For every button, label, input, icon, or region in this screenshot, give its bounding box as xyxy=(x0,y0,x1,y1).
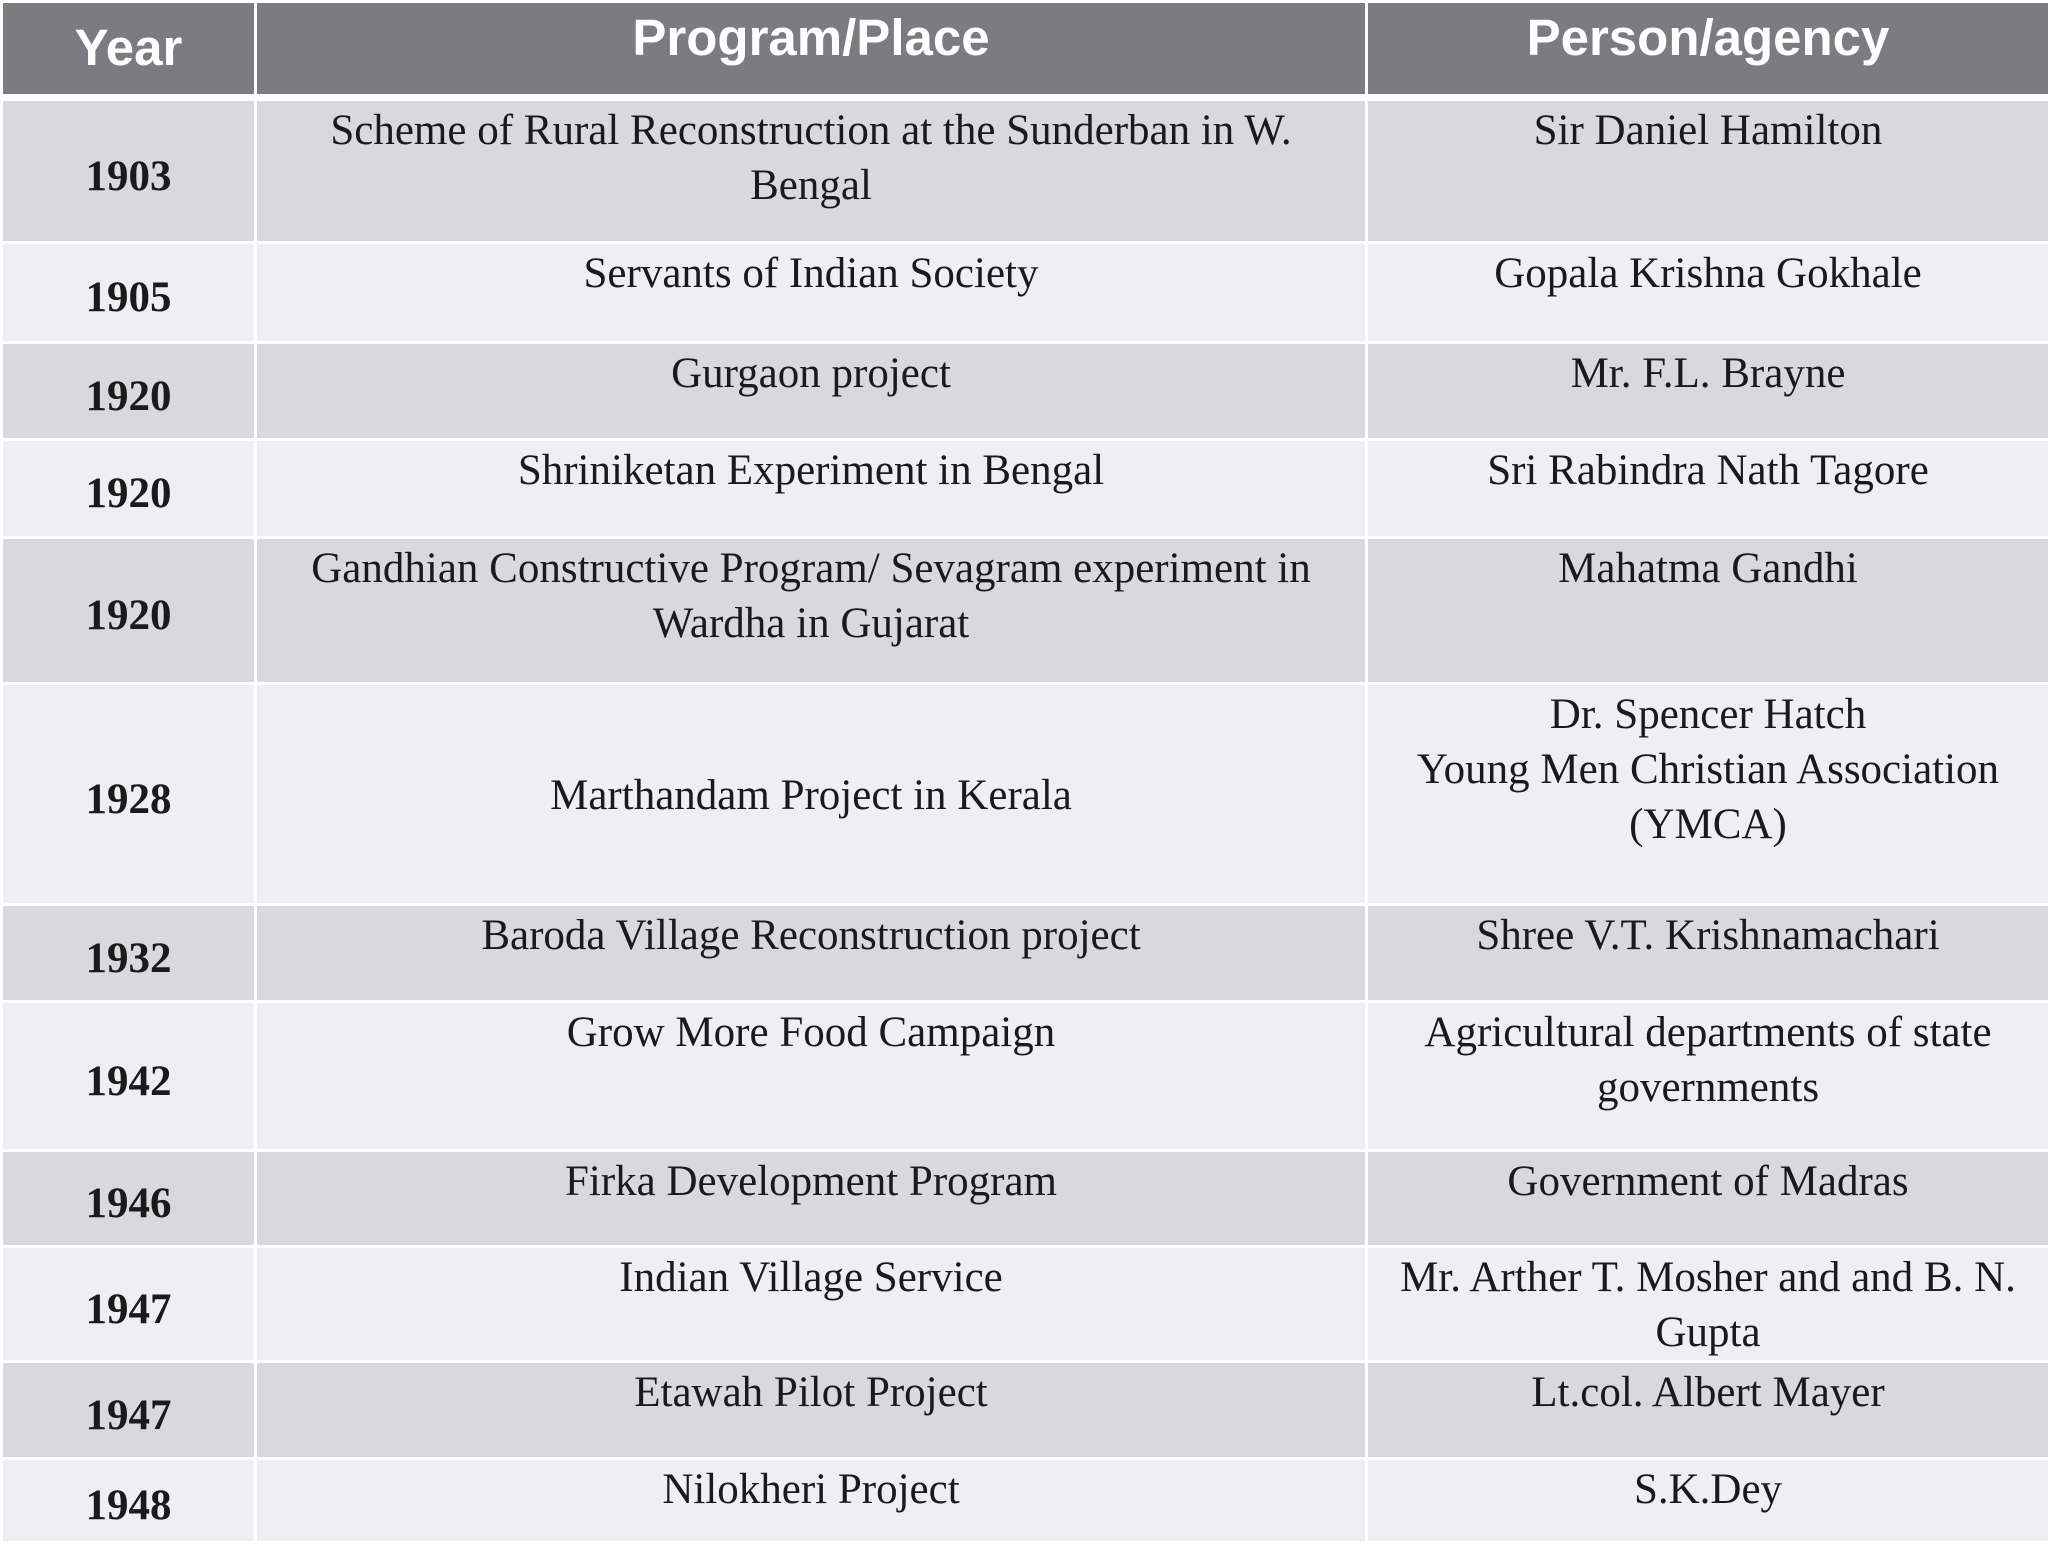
person-line: Lt.col. Albert Mayer xyxy=(1378,1365,2038,1420)
year-cell: 1942 xyxy=(2,1002,256,1151)
table-row xyxy=(2,1362,2048,1459)
person-line: Mr. F.L. Brayne xyxy=(1378,346,2038,401)
person-cell xyxy=(1367,1459,2048,1543)
table-row xyxy=(2,1247,2048,1362)
table-row xyxy=(2,1151,2048,1247)
program-cell: Gurgaon project xyxy=(256,343,1367,440)
program-cell: Firka Development Program xyxy=(256,1151,1367,1247)
person-line: S.K.Dey xyxy=(1378,1462,2038,1517)
person-cell xyxy=(1367,243,2048,343)
program-cell: Nilokheri Project xyxy=(256,1459,1367,1543)
person-cell xyxy=(1367,538,2048,684)
year-cell: 1932 xyxy=(2,905,256,1002)
person-line: Government of Madras xyxy=(1378,1154,2038,1209)
person-line: Sir Daniel Hamilton xyxy=(1378,103,2038,158)
table-row xyxy=(2,1459,2048,1543)
program-cell: Gandhian Constructive Program/ Sevagram experiment in Wardha in Gujarat xyxy=(256,538,1367,684)
table-row xyxy=(2,1002,2048,1151)
program-cell: Marthandam Project in Kerala xyxy=(256,684,1367,905)
table-row xyxy=(2,440,2048,538)
person-cell xyxy=(1367,684,2048,905)
year-cell: 1947 xyxy=(2,1362,256,1459)
year-cell: 1920 xyxy=(2,440,256,538)
person-line: Mahatma Gandhi xyxy=(1378,541,2038,596)
year-cell: 1947 xyxy=(2,1247,256,1362)
person-line: Shree V.T. Krishnamachari xyxy=(1378,908,2038,963)
person-cell xyxy=(1367,1002,2048,1151)
program-cell: Baroda Village Reconstruction project xyxy=(256,905,1367,1002)
program-cell: Servants of Indian Society xyxy=(256,243,1367,343)
year-cell: 1903 xyxy=(2,98,256,243)
table-row xyxy=(2,684,2048,905)
table-row xyxy=(2,905,2048,1002)
table-row xyxy=(2,538,2048,684)
table-body xyxy=(2,98,2048,1543)
year-cell: 1905 xyxy=(2,243,256,343)
program-cell: Etawah Pilot Project xyxy=(256,1362,1367,1459)
program-column-header: Program/Place xyxy=(256,2,1367,98)
table-row xyxy=(2,98,2048,243)
person-cell xyxy=(1367,905,2048,1002)
person-cell xyxy=(1367,440,2048,538)
person-cell xyxy=(1367,1362,2048,1459)
person-column-header: Person/agency xyxy=(1367,2,2048,98)
person-line: Gopala Krishna Gokhale xyxy=(1378,246,2038,301)
year-cell: 1948 xyxy=(2,1459,256,1543)
table-header xyxy=(2,2,2048,98)
program-cell: Grow More Food Campaign xyxy=(256,1002,1367,1151)
person-line: Agricultural departments of state governments xyxy=(1378,1005,2038,1115)
person-line: Young Men Christian Association (YMCA) xyxy=(1378,742,2038,852)
person-cell xyxy=(1367,1151,2048,1247)
person-cell xyxy=(1367,98,2048,243)
program-cell: Scheme of Rural Reconstruction at the Sunderban in W. Bengal xyxy=(256,98,1367,243)
year-cell: 1928 xyxy=(2,684,256,905)
year-cell: 1920 xyxy=(2,538,256,684)
header-row xyxy=(2,2,2048,98)
person-cell xyxy=(1367,1247,2048,1362)
person-line: Dr. Spencer Hatch xyxy=(1378,687,2038,742)
person-cell xyxy=(1367,343,2048,440)
program-cell: Shriniketan Experiment in Bengal xyxy=(256,440,1367,538)
table-row xyxy=(2,343,2048,440)
year-cell: 1920 xyxy=(2,343,256,440)
table-row xyxy=(2,243,2048,343)
program-cell: Indian Village Service xyxy=(256,1247,1367,1362)
person-line: Mr. Arther T. Mosher and and B. N. Gupta xyxy=(1378,1250,2038,1360)
year-column-header: Year xyxy=(2,2,256,98)
person-line: Sri Rabindra Nath Tagore xyxy=(1378,443,2038,498)
year-cell: 1946 xyxy=(2,1151,256,1247)
